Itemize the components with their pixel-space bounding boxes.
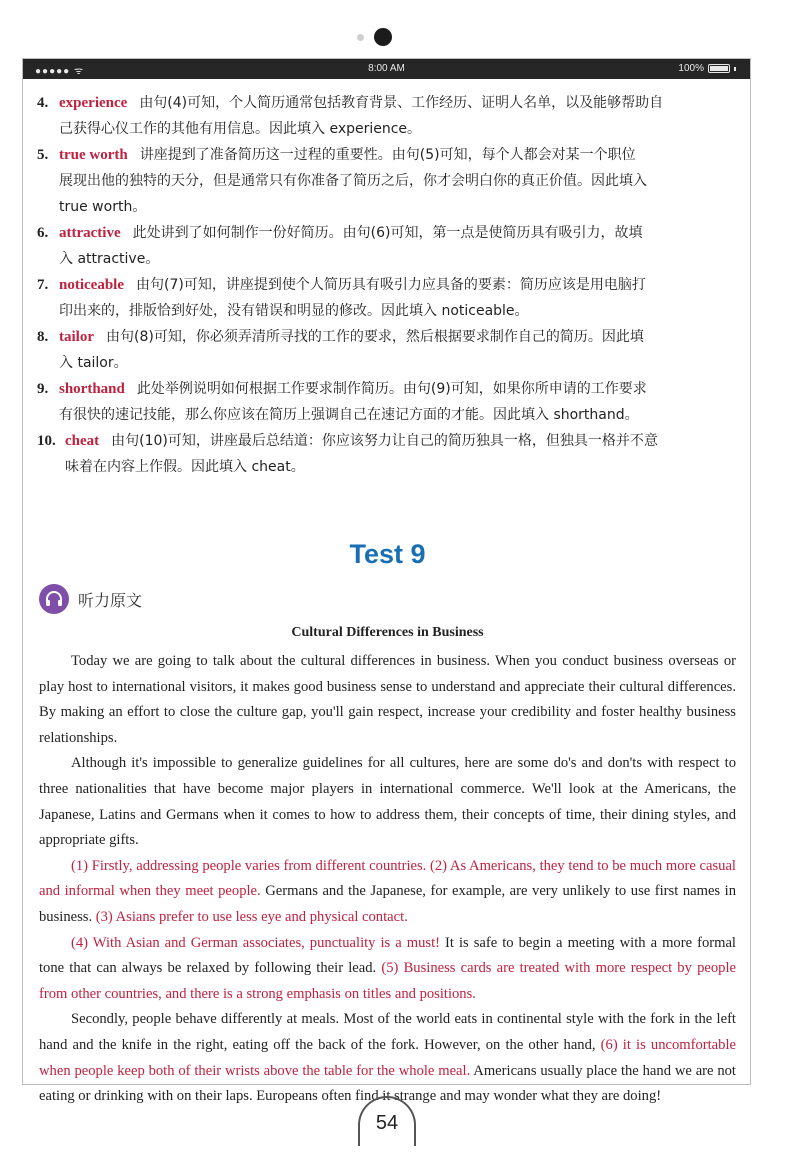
answer-number: 6. [37, 225, 49, 241]
answer-number: 8. [37, 329, 49, 345]
highlighted-sentence: (5) Business cards are treated with more respect by people from other countries, and there is a strong emphasis on titles and positions. [39, 960, 736, 1002]
device-camera [357, 26, 393, 48]
battery-tip [734, 67, 736, 71]
answer-text-cont: 入 attractive。 [59, 251, 160, 267]
headphones-icon [39, 584, 69, 614]
answer-item [37, 142, 737, 220]
answer-text: 讲座提到了准备简历这一过程的重要性。由句(5)可知，每个人都会对某一个职位 [139, 147, 636, 163]
answer-text-cont: 入 tailor。 [59, 355, 128, 371]
answer-number: 7. [37, 277, 49, 293]
paragraph [39, 1007, 736, 1109]
highlighted-sentence: (1) Firstly, addressing people varies from different countries. (2) As Americans, they tend to be much more casual and informal when they meet people. [39, 857, 736, 900]
tablet-screen [22, 58, 751, 1105]
answer-number: 9. [37, 381, 49, 397]
signal-icon: ●●●●● ᯤ [35, 66, 85, 77]
plain-text: Americans usually place the hand we are not eating or drinking with on their laps. Europeans often find it strange and may wonder what they are doing! [39, 1062, 736, 1105]
paragraph: Today we are going to talk about the cultural differences in business. When you conduct business overseas or play host to international visitors, it makes good business sense to understand and appreciate their cultural differences. By making an effort to close the culture gap, you'll gain respect, increase your credibility and foster healthy business relationships. [39, 653, 736, 746]
answer-item [37, 428, 737, 480]
answer-text-cont: true worth。 [59, 199, 147, 215]
answer-word: shorthand [59, 381, 125, 397]
answer-word: tailor [59, 329, 94, 345]
answer-item [37, 90, 737, 142]
highlighted-sentence: (6) it is uncomfortable when people keep both of their wrists above the table for the whole meal. [39, 1036, 736, 1079]
answer-text: 由句(8)可知，你必须弄清所寻找的工作的要求，然后根据要求制作自己的简历。因此填 [106, 329, 644, 345]
battery-percent: 100% [678, 63, 704, 74]
plain-text: Germans and the Japanese, for example, are very unlikely to use first names in business. [39, 883, 736, 925]
answer-text: 由句(7)可知，讲座提到使个人简历具有吸引力应具备的要素：简历应该是用电脑打 [136, 277, 646, 293]
paragraph: Although it's impossible to generalize guidelines for all cultures, here are some do's and don'ts with respect to three nationalities that have become major players in international commerce. We'll look at the Americans, the Japanese, Latins and Germans when it comes to how to address them, their concepts of time, their dining styles, and appropriate gifts. [39, 755, 736, 849]
answer-item [37, 324, 737, 376]
article-title: Cultural Differences in Business [291, 625, 484, 640]
camera-sensor [357, 34, 364, 41]
answer-word: true worth [59, 147, 128, 163]
answer-text: 由句(10)可知，讲座最后总结道：你应该努力让自己的简历独具一格，但独具一格并不意 [111, 433, 658, 449]
answer-number: 10. [37, 433, 56, 449]
section-label: 听力原文 [78, 590, 143, 610]
answer-text-cont: 印出来的，排版恰到好处，没有错误和明显的修改。因此填入 noticeable。 [59, 303, 529, 319]
highlighted-sentence: (4) With Asian and German associates, punctuality is a must! [71, 934, 440, 951]
answer-word: cheat [65, 433, 100, 449]
answer-text-cont: 味着在内容上作假。因此填入 cheat。 [65, 459, 305, 475]
paragraph [39, 931, 736, 1008]
answer-word: noticeable [59, 277, 124, 293]
answer-explanations [37, 90, 737, 480]
answer-text: 由句(4)可知，个人简历通常包括教育背景、工作经历、证明人名单，以及能够帮助自 [139, 95, 664, 111]
test-title: Test 9 [349, 539, 426, 569]
status-time: 8:00 AM [368, 63, 405, 74]
highlighted-sentence: (3) Asians prefer to use less eye and physical contact. [95, 908, 408, 925]
answer-number: 5. [37, 147, 49, 163]
answer-number: 4. [37, 95, 49, 111]
answer-word: attractive [59, 225, 121, 241]
article-body [39, 649, 736, 1110]
battery-icon [708, 64, 730, 73]
answer-text: 此处举例说明如何根据工作要求制作简历。由句(9)可知，如果你所申请的工作要求 [136, 381, 647, 397]
status-bar [23, 59, 750, 79]
answer-text: 此处讲到了如何制作一份好简历。由句(6)可知，第一点是使简历具有吸引力，故填 [132, 225, 643, 241]
answer-text-cont: 己获得心仪工作的其他有用信息。因此填入 experience。 [59, 121, 422, 137]
answer-text-cont: 展现出他的独特的天分，但是通常只有你准备了简历之后，你才会明白你的真正价值。因此填入 [59, 173, 647, 189]
answer-item [37, 272, 737, 324]
answer-item [37, 376, 737, 428]
battery-indicator [678, 63, 736, 74]
plain-text: It is safe to begin a meeting with a more formal tone that can always be relaxed by following their lead. [39, 934, 736, 977]
camera-lens [374, 28, 392, 46]
section-header [39, 584, 142, 614]
answer-word: experience [59, 95, 128, 111]
page-number: 54 [358, 1096, 416, 1146]
plain-text: Secondly, people behave differently at meals. Most of the world eats in continental style with the fork in the left hand and the knife in the right, eating off the back of the fork. However, on the other hand, [39, 1011, 736, 1053]
answer-item [37, 220, 737, 272]
paragraph [39, 854, 736, 931]
answer-text-cont: 有很快的速记技能，那么你应该在简历上强调自己在速记方面的才能。因此填入 shorthand。 [59, 407, 639, 423]
